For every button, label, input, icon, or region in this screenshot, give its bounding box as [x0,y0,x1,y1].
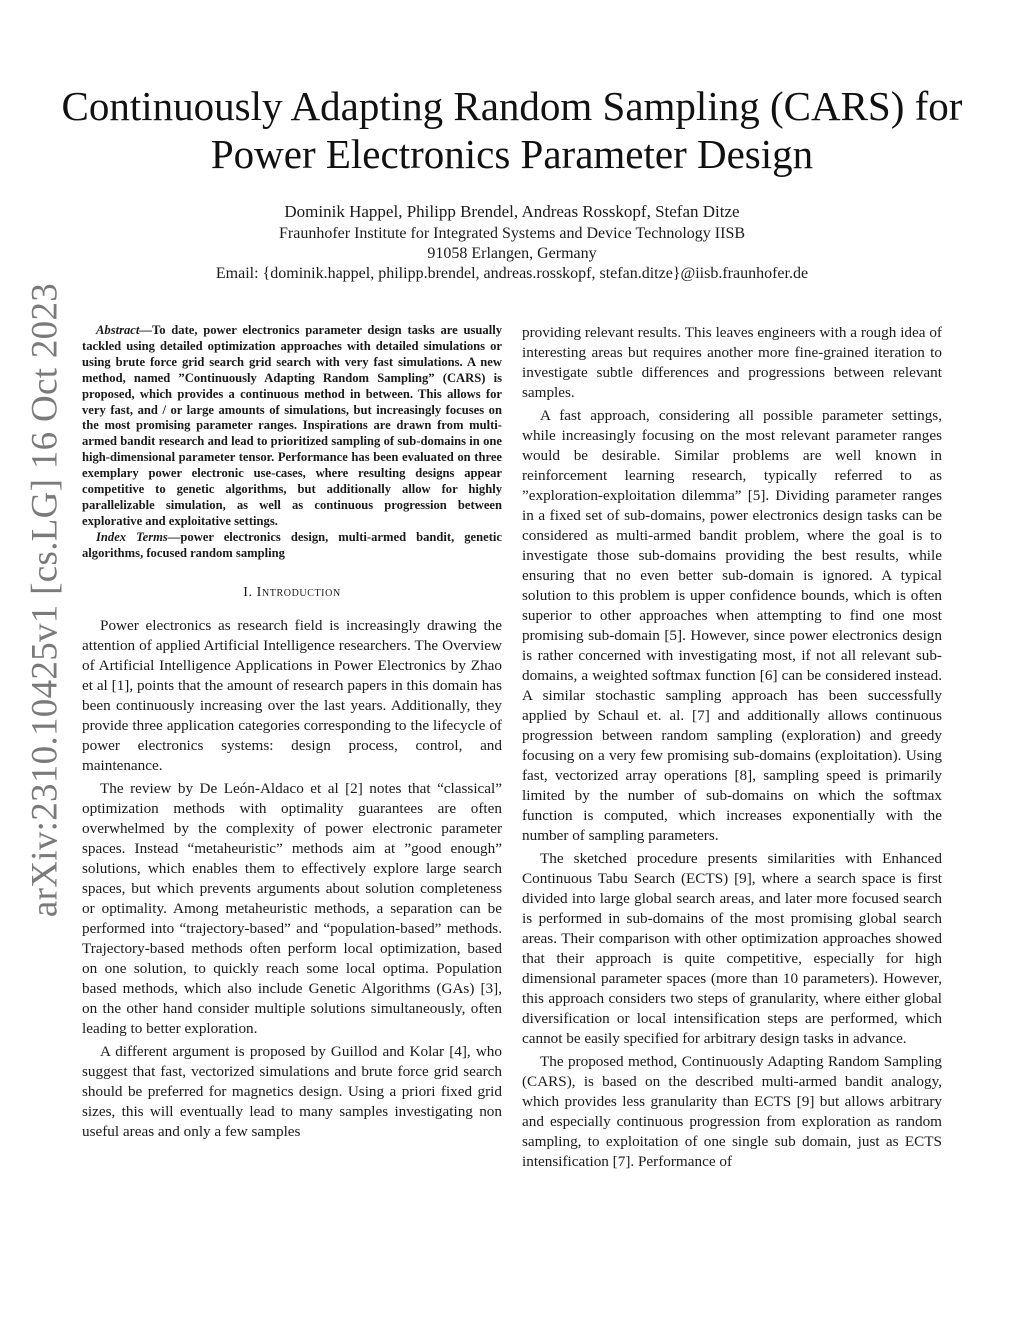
author-names: Dominik Happel, Philipp Brendel, Andreas Rosskopf, Stefan Ditze [284,202,740,221]
abstract-text: —To date, power electronics parameter design tasks are usually tackled using detailed optimization approaches with detailed simulations or using brute force grid search grid search with very fast simulations. A new method, named ”Continuously Adapting Random Sampling” (CARS) is proposed, which provides a continuous method in between. This allows for very fast, and / or large amounts of simulations, but increasingly focuses on the most promising parameter ranges. Inspirations are drawn from multi-armed bandit research and lead to prioritized sampling of sub-domains in one high-dimensional parameter tensor. Performance has been evaluated on three exemplary power electronic use-cases, where resulting designs appear competitive to genetic algorithms, but additionally allow for highly parallelizable simulation, as well as continuous progression between explorative and exploitative settings. [82,323,502,528]
section-heading-introduction: I. Introduction [243,584,341,600]
author-block [40,202,984,284]
paragraph: The review by De León-Aldaco et al [2] notes that “classical” optimization methods with optimality guarantees are often overwhelmed by the complexity of power electronic parameter spaces. Instead “metaheuristic” methods aim at ”good enough” solutions, which enables them to effectively explore large search spaces, but which prevents arguments about solution completeness or optimality. Among metaheuristic methods, a separation can be performed into “trajectory-based” and “population-based” methods. Trajectory-based methods often perform local optimization, based on one solution, to quickly reach some local optima. Population based methods, which also include Genetic Algorithms (GAs) [3], on the other hand consider multiple solutions simultaneously, often leading to better exploration. [82,779,502,1037]
index-terms-label: Index Terms [96,529,168,544]
paragraph: providing relevant results. This leaves engineers with a rough idea of interesting areas but requires another more fine-grained iteration to investigate subtle differences and progressions between relevant samples. [522,324,942,401]
abstract-label: Abstract [96,323,140,337]
address: 91058 Erlangen, Germany [427,245,597,262]
paragraph: A different argument is proposed by Guillod and Kolar [4], who suggest that fast, vectorized simulations and brute force grid search should be preferred for magnetics design. Using a priori fixed grid sizes, this will eventually lead to many samples investigating non useful areas and only a few samples [82,1042,502,1140]
paragraph: Power electronics as research field is increasingly drawing the attention of applied Artificial Intelligence researchers. The Overview of Artificial Intelligence Applications in Power Electronics by Zhao et al [1], points that the amount of research papers in this domain has been continuously increasing over the last years. Additionally, they provide three application categories corresponding to the lifecycle of power electronics systems: design process, control, and maintenance. [82,616,502,774]
email: Email: {dominik.happel, philipp.brendel, andreas.rosskopf, stefan.ditze}@iisb.fraunhofer.de [215,265,809,282]
right-column [522,323,942,1172]
left-column [82,323,502,1142]
affiliation: Fraunhofer Institute for Integrated Systems and Device Technology IISB [278,225,746,242]
paragraph: The proposed method, Continuously Adapting Random Sampling (CARS), is based on the described multi-armed bandit analogy, which provides less granularity than ECTS [9] but allows arbitrary and especially continuous progression from exploration as random sampling, to exploitation of one single sub domain, just as ECTS intensification [7]. Performance of [522,1053,942,1170]
paper-title: Continuously Adapting Random Sampling (CARS) for Power Electronics Parameter Design [61,83,963,177]
paragraph: The sketched procedure presents similarities with Enhanced Continuous Tabu Search (ECTS) [9], where a search space is first divided into large global search areas, and later more focused search is performed in sub-domains of the most promising global search areas. Their comparison with other optimization approaches showed that their approach is quite competitive, especially for high dimensional parameter spaces (more than 10 parameters). However, this approach considers two steps of granularity, where either global diversification or local intensification steps are performed, which cannot be easily specified for arbitrary design tasks in advance. [522,850,942,1047]
index-terms-text: —power electronics design, multi-armed bandit, genetic algorithms, focused random sampling [82,529,502,560]
abstract [82,323,502,562]
arxiv-id-text: arXiv:2310.10425v1 [cs.LG] 16 Oct 2023 [24,282,66,918]
paragraph: A fast approach, considering all possible parameter settings, while increasingly focusing on the most relevant parameter ranges would be desirable. Similar problems are well known in reinforcement learning research, typically referred to as ”exploration-exploitation dilemma” [5]. Dividing parameter ranges in a fixed set of sub-domains, power electronics design tasks can be considered as multi-armed bandit problem, where the goal is to investigate those sub-domains providing the best results, while ensuring that no even better sub-domain is ignored. A typical solution to this problem is upper confidence bounds, which is often superior to other approaches when attempting to find one most promising sub-domain [5]. However, since power electronics design is rather concerned with investigating most, if not all relevant sub-domains, a weighted softmax function [6] can be considered instead. A similar stochastic sampling approach has been successfully applied by Schaul et. al. [7] and additionally allows continuous progression between random sampling (exploration) and greedy focusing on a very few promising sub-domains (exploitation). Using fast, vectorized array operations [8], sampling speed is primarily limited by the number of sub-domains on which the softmax function is computed, which increases exponentially with the number of sampling parameters. [522,407,942,844]
